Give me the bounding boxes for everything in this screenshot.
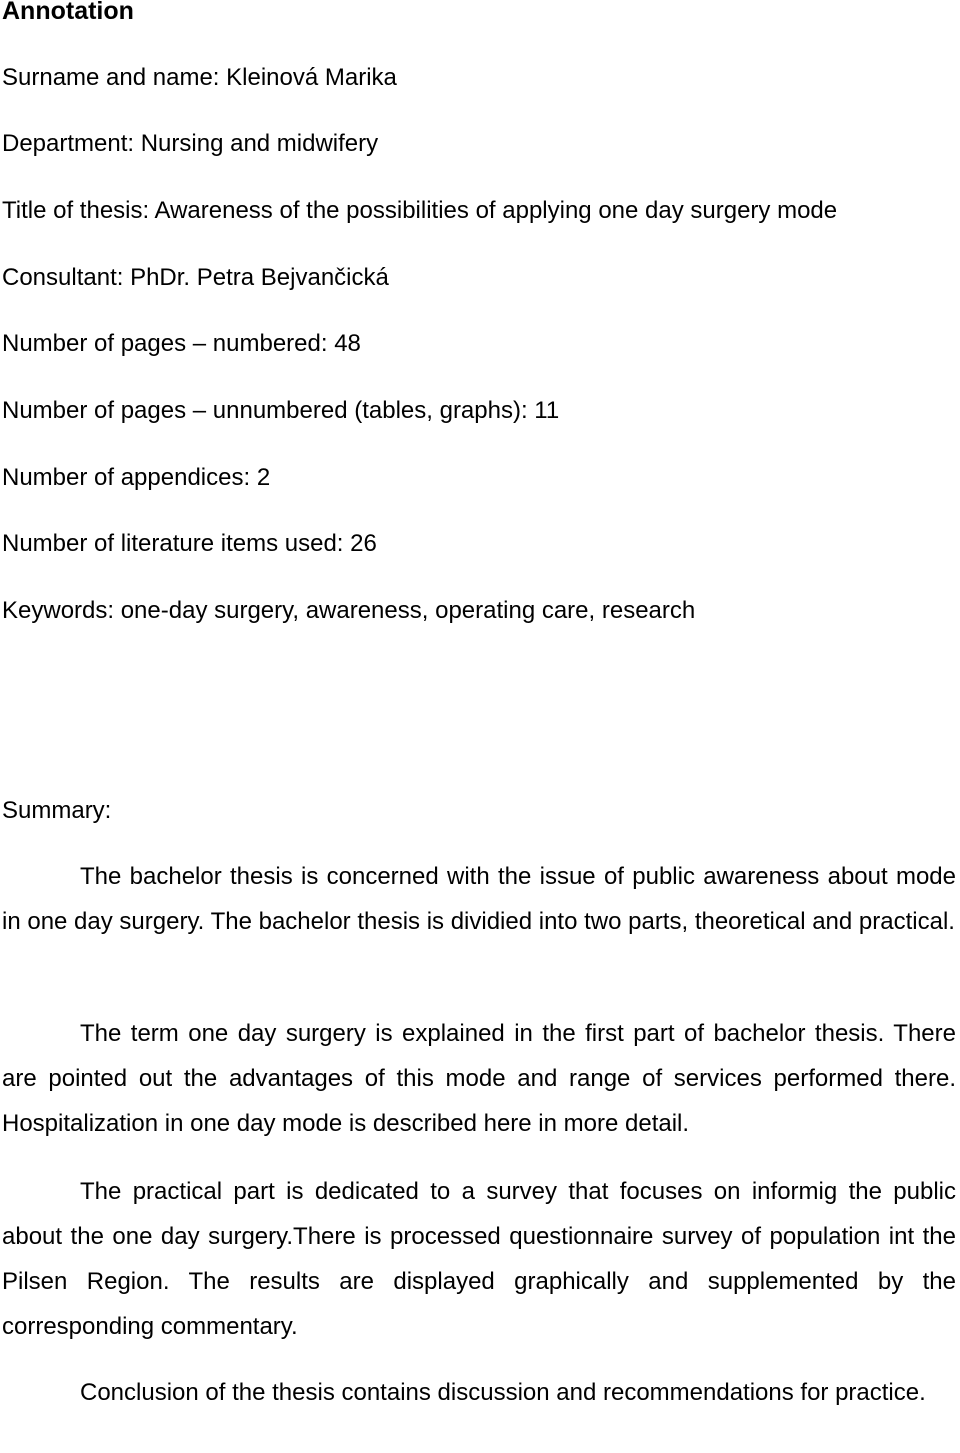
field-pages-unnumbered: Number of pages – unnumbered (tables, graphs): 11 — [2, 397, 560, 424]
field-keywords: Keywords: one-day surgery, awareness, operating care, research — [2, 597, 696, 624]
summary-paragraph-theory: The term one day surgery is explained in the first part of bachelor thesis. There are pointed out the advantages of this mode and range of services performed there. Hospitalization in one day mode is described here in more detail. — [2, 1020, 956, 1137]
field-consultant: Consultant: PhDr. Petra Bejvančická — [2, 264, 389, 291]
field-literature-items: Number of literature items used: 26 — [2, 530, 377, 557]
field-department: Department: Nursing and midwifery — [2, 130, 379, 157]
summary-paragraph-intro: The bachelor thesis is concerned with the issue of public awareness about mode in one day surgery. The bachelor thesis is dividied into two parts, theoretical and practical. — [2, 863, 956, 935]
field-pages-numbered: Number of pages – numbered: 48 — [2, 330, 361, 357]
field-title-of-thesis: Title of thesis: Awareness of the possibilities of applying one day surgery mode — [2, 197, 838, 224]
field-surname-and-name: Surname and name: Kleinová Marika — [2, 64, 397, 91]
page-title: Annotation — [2, 0, 134, 25]
summary-paragraph-practice: The practical part is dedicated to a survey that focuses on informig the public about the one day surgery.There is processed questionnaire survey of population int the Pilsen Region. The results are displayed graphically and supplemented by the corresponding commentary. — [2, 1178, 956, 1340]
summary-paragraph-conclusion: Conclusion of the thesis contains discussion and recommendations for practice. — [80, 1379, 926, 1406]
summary-label: Summary: — [2, 797, 112, 824]
field-appendices: Number of appendices: 2 — [2, 464, 271, 491]
